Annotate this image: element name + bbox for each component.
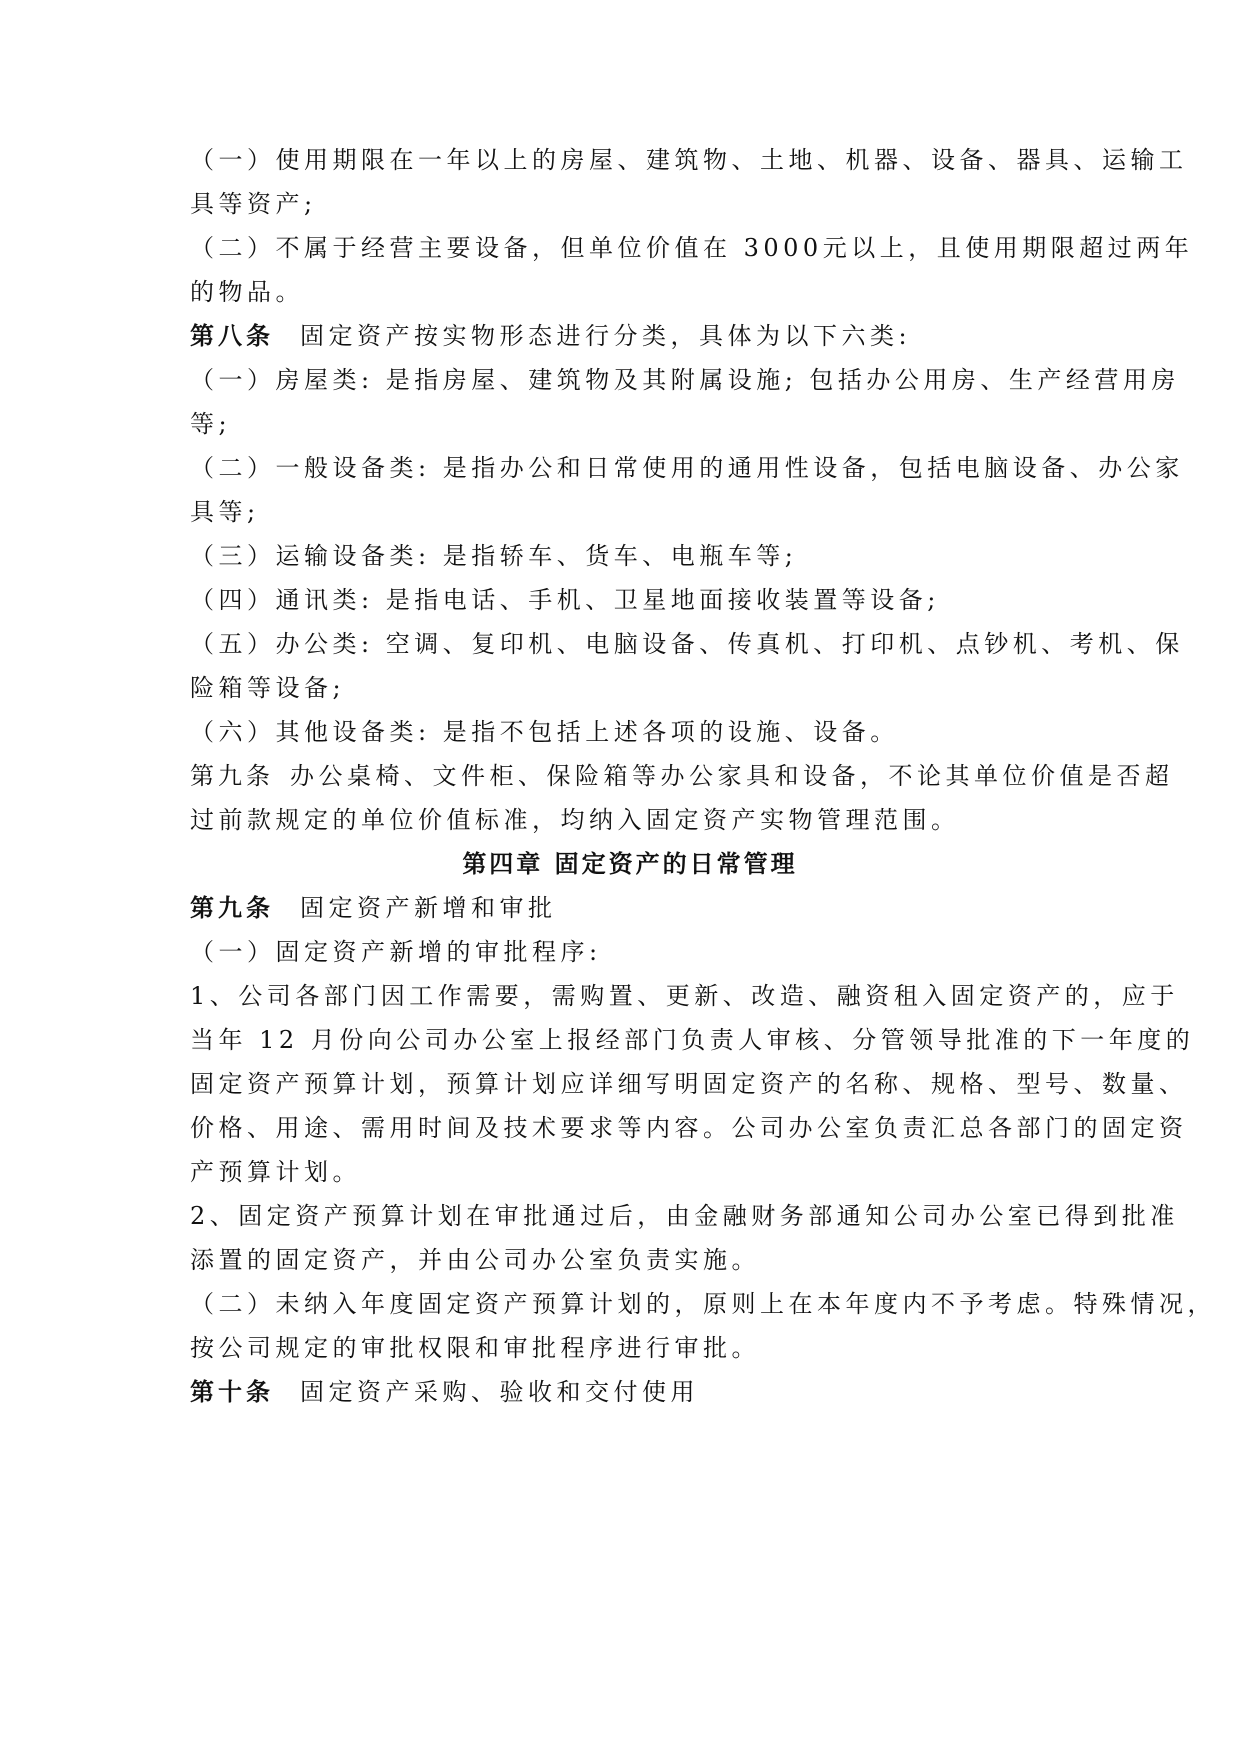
paragraph-line: （六）其他设备类: 是指不包括上述各项的设施、设备。: [190, 718, 899, 746]
paragraph-line: （二）一般设备类: 是指办公和日常使用的通用性设备，包括电脑设备、办公家: [190, 454, 1184, 482]
article-text: 办公桌椅、文件柜、保险箱等办公家具和设备，不论其单位价值是否超: [290, 762, 1174, 790]
article-9-second: [190, 893, 1070, 923]
chapter-heading: 第四章 固定资产的日常管理: [462, 849, 798, 878]
paragraph-line: 2、固定资产预算计划在审批通过后，由金融财务部通知公司办公室已得到批准: [190, 1202, 1179, 1230]
article-label: 第八条: [190, 321, 274, 350]
paragraph-line: （一）房屋类: 是指房屋、建筑物及其附属设施; 包括办公用房、生产经营用房: [190, 366, 1180, 394]
article-text: 固定资产新增和审批: [300, 894, 557, 922]
paragraph-line: 1、公司各部门因工作需要，需购置、更新、改造、融资租入固定资产的，应于: [190, 982, 1179, 1010]
paragraph-line: 具等;: [190, 498, 260, 526]
article-label: 第九条: [190, 762, 274, 790]
paragraph-line: 等;: [190, 410, 232, 438]
paragraph-line: （五）办公类: 空调、复印机、电脑设备、传真机、打印机、点钞机、考机、保: [190, 630, 1184, 658]
paragraph-line: 的物品。: [190, 278, 304, 306]
article-8: [190, 321, 1070, 351]
paragraph-line: 当年 12 月份向公司办公室上报经部门负责人审核、分管领导批准的下一年度的: [190, 1026, 1195, 1054]
paragraph-line: 添置的固定资产，并由公司办公室负责实施。: [190, 1246, 760, 1274]
paragraph-line: （二）不属于经营主要设备，但单位价值在 3000元以上，且使用期限超过两年: [190, 234, 1194, 262]
paragraph-line: （四）通讯类: 是指电话、手机、卫星地面接收装置等设备;: [190, 586, 940, 614]
article-9-first: [190, 761, 1174, 791]
paragraph-line: 险箱等设备;: [190, 674, 346, 702]
article-text: 固定资产采购、验收和交付使用: [300, 1378, 699, 1406]
paragraph-line: 产预算计划。: [190, 1158, 361, 1186]
paragraph-line: （一）固定资产新增的审批程序:: [190, 938, 602, 966]
article-label: 第九条: [190, 893, 274, 922]
article-10: [190, 1377, 1070, 1407]
article-text: 固定资产按实物形态进行分类，具体为以下六类:: [300, 322, 912, 350]
paragraph-line: （三）运输设备类: 是指轿车、货车、电瓶车等;: [190, 542, 798, 570]
paragraph-line: 过前款规定的单位价值标准，均纳入固定资产实物管理范围。: [190, 806, 960, 834]
paragraph-line: 按公司规定的审批权限和审批程序进行审批。: [190, 1334, 760, 1362]
article-label: 第十条: [190, 1377, 274, 1406]
paragraph-line: （一）使用期限在一年以上的房屋、建筑物、土地、机器、设备、器具、运输工: [190, 146, 1188, 174]
paragraph-line: 固定资产预算计划，预算计划应详细写明固定资产的名称、规格、型号、数量、: [190, 1070, 1188, 1098]
paragraph-line: （二）未纳入年度固定资产预算计划的，原则上在本年度内不予考虑。特殊情况，: [190, 1290, 1216, 1318]
paragraph-line: 价格、用途、需用时间及技术要求等内容。公司办公室负责汇总各部门的固定资: [190, 1114, 1188, 1142]
paragraph-line: 具等资产;: [190, 190, 317, 218]
